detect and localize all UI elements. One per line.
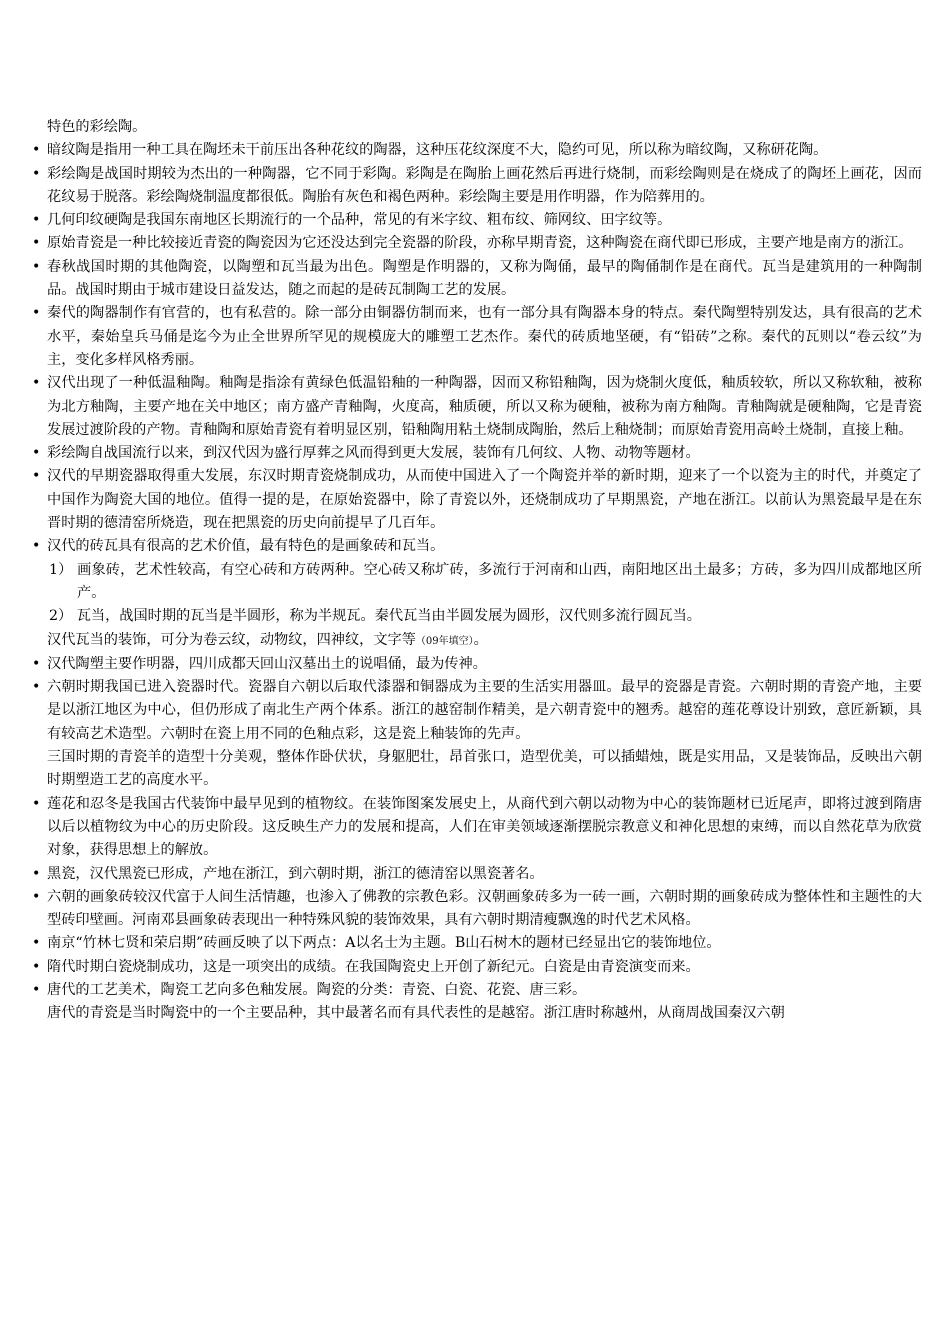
continued-paragraph: 特色的彩绘陶。 <box>47 119 147 135</box>
list-item: • 秦代的陶器制作有官营的，也有私营的。除一部分由铜器仿制而来，也有一部分具有陶器本身的特点。秦代陶塑特别发达，具有很高的艺术水平，秦始皇兵马俑是迄今为止全世界所罕见的规模庞大的雕塑工艺杰作。秦代的砖质地坚硬，有“铅砖”之称。秦代的瓦则以“卷云纹”为主，变化多样风格秀丽。 <box>30 302 922 372</box>
list-item: • 暗纹陶是指用一种工具在陶坯未干前压出各种花纹的陶器，这种压花纹深度不大，隐约可见，所以称为暗纹陶，又称研花陶。 <box>30 139 922 162</box>
list-item: • 汉代陶塑主要作明器，四川成都天回山汉墓出土的说唱俑，最为传神。 <box>30 653 922 676</box>
bullet: • <box>32 212 41 229</box>
list-item: • 黑瓷，汉代黑瓷已形成，产地在浙江，到六朝时期，浙江的德清窑以黑瓷著名。 <box>30 863 922 886</box>
list-item: • 春秋战国时期的其他陶瓷，以陶塑和瓦当最为出色。陶塑是作明器的，又称为陶俑，最早的陶俑制作是在商代。瓦当是建筑用的一种陶制品。战国时期由于城市建设日益发达，随之而起的是砖瓦制陶工艺的发展。 <box>30 256 922 303</box>
bullet: • <box>32 142 41 159</box>
list-item: • 唐代的工艺美术，陶瓷工艺向多色釉发展。陶瓷的分类：青瓷、白瓷、花瓷、唐三彩。 <box>30 979 922 1002</box>
list-item: • 汉代出现了一种低温釉陶。釉陶是指涂有黄绿色低温铅釉的一种陶器，因而又称铅釉陶，因为烧制火度低，釉质较软，所以又称软釉，被称为北方釉陶，主要产地在关中地区；南方盛产青釉陶，火度高，釉质硬，所以又称为硬釉，被称为南方釉陶。青釉陶就是硬釉陶，它是青瓷发展过渡阶段的产物。青釉陶和原始青瓷有着明显区别，铅釉陶用粘土烧制成陶胎，然后上釉烧制；而原始青瓷用高岭土烧制，直接上釉。 <box>30 372 922 442</box>
bullet: • <box>32 795 41 812</box>
bullet: • <box>32 235 41 252</box>
bullet: • <box>32 865 41 882</box>
bullet: • <box>32 165 41 182</box>
bullet: • <box>32 655 41 672</box>
bullet: • <box>32 981 41 998</box>
list-item: • 六朝时期我国已进入瓷器时代。瓷器自六朝以后取代漆器和铜器成为主要的生活实用器皿。最早的瓷器是青瓷。六朝时期的青瓷产地，主要是以浙江地区为中心，但仍形成了南北生产两个体系。浙江的越窑制作精美，是六朝青瓷中的翘秀。越窑的莲花尊设计别致，意匠新颖，具有较高艺术造型。六朝时在瓷上用不同的色釉点彩，这是瓷上釉装饰的先声。 <box>30 676 922 746</box>
exam-note: （09年填空） <box>415 635 474 647</box>
bullet: • <box>32 305 41 322</box>
list-item: • 汉代的砖瓦具有很高的艺术价值，最有特色的是画象砖和瓦当。 <box>30 535 922 558</box>
indented-paragraph: 唐代的青瓷是当时陶瓷中的一个主要品种，其中最著名而有具代表性的是越窑。浙江唐时称越州，从商周战国秦汉六朝 <box>47 1005 785 1022</box>
bullet: • <box>32 468 41 485</box>
list-item: • 原始青瓷是一种比较接近青瓷的陶瓷因为它还没达到完全瓷器的阶段，亦称早期青瓷，这种陶瓷在商代即已形成，主要产地是南方的浙江。 <box>30 232 922 255</box>
bullet: • <box>32 958 41 975</box>
bullet: • <box>32 888 41 905</box>
list-item: • 汉代的早期瓷器取得重大发展，东汉时期青瓷烧制成功，从而使中国进入了一个陶瓷并举的新时期，迎来了一个以瓷为主的时代，并奠定了中国作为陶瓷大国的地位。值得一提的是，在原始瓷器中，除了青瓷以外，还烧制成功了早期黑瓷，产地在浙江。以前认为黑瓷最早是在东晋时期的德清窑所烧造，现在把黑瓷的历史向前提早了几百年。 <box>30 465 922 535</box>
indented-paragraph: 三国时期的青瓷羊的造型十分美观，整体作卧伏状，身躯肥壮，昂首张口，造型优美，可以插蜡烛，既是实用品，又是装饰品，反映出六朝时期塑造工艺的高度水平。 <box>47 749 922 789</box>
list-item: • 彩绘陶自战国流行以来，到汉代因为盛行厚葬之风而得到更大发展，装饰有几何纹、人物、动物等题材。 <box>30 442 922 465</box>
bullet: • <box>32 445 41 462</box>
list-item: • 六朝的画象砖较汉代富于人间生活情趣，也渗入了佛教的宗教色彩。汉朝画象砖多为一砖一画，六朝时期的画象砖成为整体性和主题性的大型砖印壁画。河南邓县画象砖表现出一种特殊风貌的装饰效果，具有六朝时期清瘦飘逸的时代艺术风格。 <box>30 886 922 933</box>
numbered-subitem: 1） 画象砖，艺术性较高，有空心砖和方砖两种。空心砖又称圹砖，多流行于河南和山西，南阳地区出土最多；方砖，多为四川成都地区所产。 <box>49 561 922 601</box>
indented-paragraph: 汉代瓦当的装饰，可分为卷云纹，动物纹，四神纹，文字等（09年填空）。 <box>47 631 488 648</box>
bullet: • <box>32 375 41 392</box>
bullet: • <box>32 935 41 952</box>
bullet: • <box>32 258 41 275</box>
list-item: • 几何印纹硬陶是我国东南地区长期流行的一个品种，常见的有米字纹、粗布纹、筛网纹、田字纹等。 <box>30 209 922 232</box>
numbered-subitem: 2） 瓦当，战国时期的瓦当是半圆形，称为半规瓦。秦代瓦当由半圆发展为圆形，汉代则多流行圆瓦当。 <box>49 608 701 625</box>
list-item: • 彩绘陶是战国时期较为杰出的一种陶器，它不同于彩陶。彩陶是在陶胎上画花然后再进行烧制，而彩绘陶则是在烧成了的陶坯上画花，因而花纹易于脱落。彩绘陶烧制温度都很低。陶胎有灰色和褐色两种。彩绘陶主要是用作明器，作为陪葬用的。 <box>30 163 922 210</box>
list-item: • 南京“竹林七贤和荣启期”砖画反映了以下两点：A以名士为主题。B山石树木的题材已经显出它的装饰地位。 <box>30 932 922 955</box>
document-body <box>30 116 922 1026</box>
list-item: • 隋代时期白瓷烧制成功，这是一项突出的成绩。在我国陶瓷史上开创了新纪元。白瓷是由青瓷演变而来。 <box>30 956 922 979</box>
bullet: • <box>32 538 41 555</box>
list-item: • 莲花和忍冬是我国古代装饰中最早见到的植物纹。在装饰图案发展史上，从商代到六朝以动物为中心的装饰题材已近尾声，即将过渡到隋唐以后以植物纹为中心的历史阶段。这反映生产力的发展和提高，人们在审美领域逐渐摆脱宗教意义和神化思想的束缚，而以自然花草为欣赏对象，获得思想上的解放。 <box>30 793 922 863</box>
bullet: • <box>32 679 41 696</box>
